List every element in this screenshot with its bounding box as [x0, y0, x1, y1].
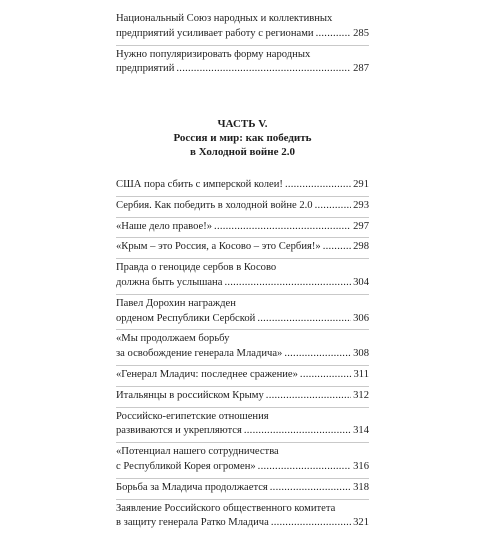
toc-entry-title: Сербия. Как победить в холодной войне 2.0: [116, 199, 313, 211]
toc-top-section: [116, 10, 369, 80]
toc-entry-title-line: «Потенциал нашего сотрудничества: [116, 446, 279, 458]
toc-page-number: 306: [353, 312, 369, 324]
toc-entry-last-line: [116, 460, 369, 475]
toc-entry[interactable]: [116, 408, 369, 444]
toc-entry-last-line: [116, 481, 369, 496]
toc-entry-last-line: [116, 424, 369, 439]
toc-page-number: 291: [353, 179, 369, 190]
dot-leader: [284, 347, 351, 362]
toc-entry-title: за освобождение генерала Младича»: [116, 348, 283, 360]
toc-page-number: 316: [353, 460, 369, 472]
toc-page-number: 287: [353, 63, 369, 75]
toc-entry-last-line: [116, 178, 369, 193]
toc-entry[interactable]: [116, 479, 369, 500]
toc-page-number: 297: [353, 220, 369, 232]
dot-leader: [323, 240, 351, 255]
toc-entry[interactable]: [116, 46, 369, 81]
toc-page-number: 312: [353, 389, 369, 401]
toc-entry-last-line: [116, 312, 369, 327]
toc-entry-title-line: Российско-египетские отношения: [116, 410, 269, 422]
toc-entry[interactable]: [116, 238, 369, 259]
toc-entry-title: развиваются и укрепляются: [116, 425, 242, 437]
part-heading: [116, 117, 369, 159]
dot-leader: [176, 62, 351, 77]
toc-entry-title-line: «Мы продолжаем борьбу: [116, 333, 230, 345]
dot-leader: [316, 27, 352, 42]
toc-entry-title: «Наше дело правое!»: [116, 220, 213, 232]
toc-entry-title: Итальянцы в российском Крыму: [116, 389, 264, 401]
toc-entry[interactable]: [116, 176, 369, 197]
toc-entry-title: США пора сбить с имперской колеи!: [116, 179, 283, 190]
toc-entry-title: «Генерал Младич: последнее сражение»: [116, 368, 298, 380]
toc-entry-title: в защиту генерала Ратко Младича: [116, 517, 269, 529]
toc-page-number: 314: [353, 425, 369, 437]
toc-entry-title-line: Павел Дорохин награжден: [116, 297, 236, 309]
toc-entry[interactable]: [116, 259, 369, 295]
toc-page-number: 285: [353, 27, 369, 39]
dot-leader: [258, 460, 351, 475]
toc-entry-last-line: [116, 516, 369, 531]
toc-entry-title-line: Правда о геноциде сербов в Косово: [116, 262, 277, 274]
toc-entry-last-line: [116, 199, 369, 214]
part-title-line2: в Холодной войне 2.0: [190, 146, 295, 158]
dot-leader: [271, 516, 351, 531]
toc-entry-title-line: Нужно популяризировать форму народных: [116, 48, 311, 60]
toc-entry-last-line: [116, 389, 369, 404]
toc-entry-last-line: [116, 347, 369, 362]
toc-entry[interactable]: [116, 443, 369, 479]
dot-leader: [270, 481, 351, 496]
toc-entry-title: Борьба за Младича продолжается: [116, 481, 268, 493]
dot-leader: [257, 312, 351, 327]
toc-entry[interactable]: [116, 10, 369, 46]
part-title-line1: Россия и мир: как победить: [173, 132, 312, 144]
toc-entry-title: орденом Республики Сербской: [116, 312, 256, 324]
toc-page-number: 298: [353, 241, 369, 253]
toc-entry-title: «Крым – это Россия, а Косово – это Сербия!»: [116, 241, 321, 253]
part-number: ЧАСТЬ V.: [217, 118, 268, 130]
dot-leader: [244, 424, 351, 439]
dot-leader: [266, 389, 351, 404]
toc-entry-title: предприятий усиливает работу с регионами: [116, 27, 314, 39]
toc-entry-last-line: [116, 62, 369, 77]
toc-entry-last-line: [116, 276, 369, 291]
toc-page-number: 308: [353, 348, 369, 360]
toc-entry[interactable]: [116, 500, 369, 534]
toc-part-section: [116, 176, 369, 534]
toc-entry-last-line: [116, 240, 369, 255]
toc-entry[interactable]: [116, 218, 369, 239]
toc-entry-title-line: Заявление Российского общественного комитета: [116, 502, 336, 514]
toc-entry[interactable]: [116, 295, 369, 331]
toc-entry[interactable]: [116, 197, 369, 218]
dot-leader: [214, 220, 351, 235]
dot-leader: [224, 276, 351, 291]
toc-page-number: 321: [353, 517, 369, 529]
toc-page-number: 304: [353, 276, 369, 288]
toc-entry[interactable]: [116, 387, 369, 408]
toc-page-number: 311: [353, 368, 369, 380]
toc-entry[interactable]: [116, 366, 369, 387]
toc-entry-title-line: Национальный Союз народных и коллективных: [116, 13, 333, 24]
dot-leader: [300, 368, 352, 383]
toc-entry-title: с Республикой Корея огромен»: [116, 460, 256, 472]
toc-entry-title: должна быть услышана: [116, 276, 223, 288]
toc-entry-title: предприятий: [116, 63, 175, 75]
toc-entry-last-line: [116, 368, 369, 383]
dot-leader: [315, 199, 352, 214]
toc-page-number: 318: [353, 481, 369, 493]
dot-leader: [285, 178, 351, 193]
toc-entry-last-line: [116, 220, 369, 235]
toc-page-number: 293: [353, 199, 369, 211]
toc-entry-last-line: [116, 27, 369, 42]
toc-entry[interactable]: [116, 330, 369, 366]
